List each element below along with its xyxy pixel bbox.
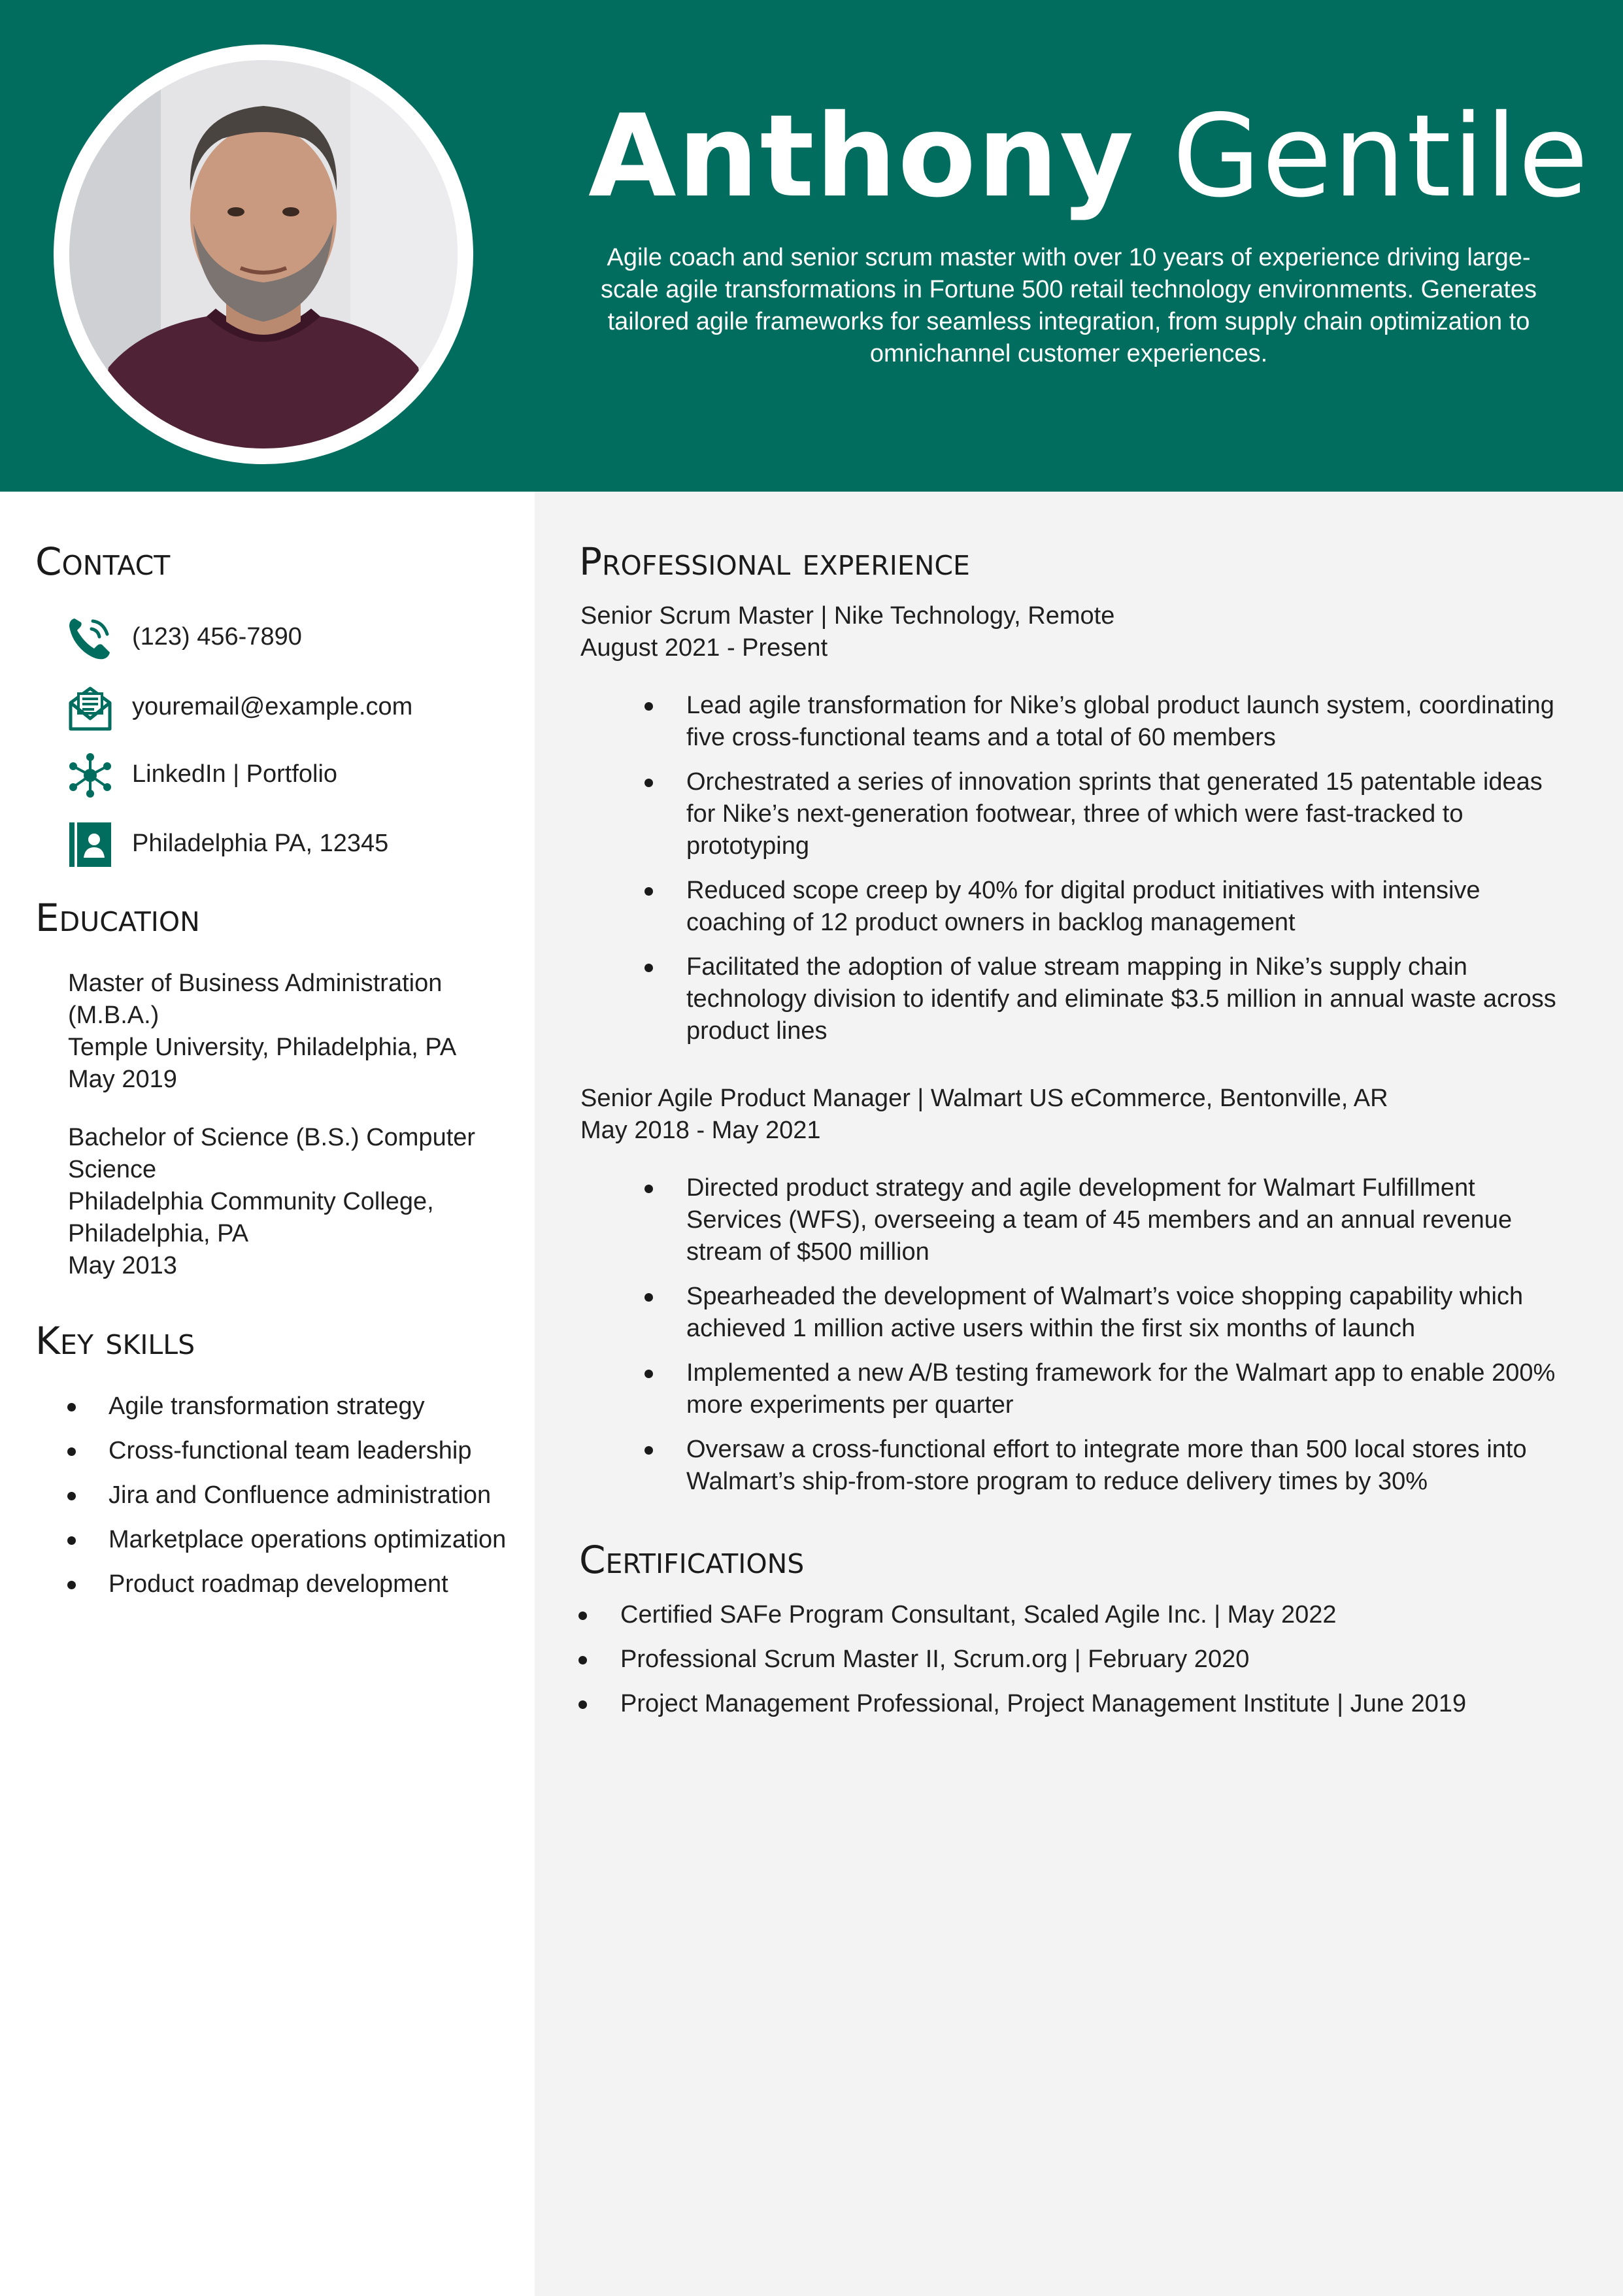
- profile-links: LinkedIn | Portfolio: [132, 760, 338, 788]
- network-icon: [65, 751, 115, 800]
- address-card-icon: [65, 820, 115, 869]
- education-degree: Master of Business Administration (M.B.A.): [68, 970, 443, 1029]
- job-dates: August 2021 - Present: [580, 634, 828, 662]
- list-item: Professional Scrum Master II, Scrum.org | February 2020: [578, 1644, 1585, 1676]
- list-item: Agile transformation strategy: [65, 1391, 510, 1423]
- education-date: May 2013: [68, 1252, 177, 1279]
- skills-list: [65, 1391, 510, 1613]
- email-address: youremail@example.com: [132, 693, 413, 720]
- job-dates: May 2018 - May 2021: [580, 1117, 821, 1144]
- list-item: Reduced scope creep by 40% for digital product initiatives with intensive coaching of 12 product owners in backlog management: [644, 875, 1573, 939]
- address: Philadelphia PA, 12345: [132, 830, 389, 857]
- education-school: Temple University, Philadelphia, PA: [68, 1034, 457, 1061]
- contact-address: [65, 816, 523, 866]
- education-date: May 2019: [68, 1066, 177, 1093]
- list-item: Spearheaded the development of Walmart’s voice shopping capability which achieved 1 million active users within the first six months of launch: [644, 1281, 1573, 1345]
- list-item: Orchestrated a series of innovation sprints that generated 15 patentable ideas for Nike’s next-generation footwear, three of which were fast-tracked to prototyping: [644, 766, 1573, 862]
- list-item: Cross-functional team leadership: [65, 1435, 510, 1467]
- list-item: Facilitated the adoption of value stream mapping in Nike’s supply chain technology division to identify and eliminate $3.5 million in annual waste across product lines: [644, 951, 1573, 1047]
- list-item: Certified SAFe Program Consultant, Scaled Agile Inc. | May 2022: [578, 1599, 1585, 1631]
- list-item: Jira and Confluence administration: [65, 1479, 510, 1511]
- first-name: Anthony: [588, 90, 1135, 223]
- list-item: Implemented a new A/B testing framework for the Walmart app to enable 200% more experiments per quarter: [644, 1357, 1573, 1421]
- phone-icon: [65, 613, 115, 663]
- list-item: Oversaw a cross-functional effort to integrate more than 500 local stores into Walmart’s ship-from-store program to reduce delivery times by 30%: [644, 1434, 1573, 1498]
- profile-photo: [69, 60, 458, 448]
- education-school: Philadelphia Community College, Philadelphia, PA: [68, 1188, 434, 1247]
- job-title: Senior Agile Product Manager | Walmart US eCommerce, Bentonville, AR: [580, 1085, 1388, 1112]
- email-icon: [65, 683, 115, 733]
- phone-number: (123) 456-7890: [132, 623, 302, 650]
- list-item: Lead agile transformation for Nike’s global product launch system, coordinating five cross-functional teams and a total of 60 members: [644, 690, 1573, 754]
- certifications-list: [578, 1599, 1585, 1732]
- contact-email: [65, 679, 523, 729]
- summary-text: Agile coach and senior scrum master with over 10 years of experience driving large-scale agile transformations in Fortune 500 retail technology environments. Generates tailored agile frameworks for seamless integration, from supply chain optimization to omnichannel customer experiences.: [600, 244, 1537, 367]
- list-item: Project Management Professional, Project Management Institute | June 2019: [578, 1688, 1585, 1720]
- education-degree: Bachelor of Science (B.S.) Computer Science: [68, 1124, 476, 1183]
- education-entry-2: [68, 1122, 512, 1282]
- job-1-bullets: [644, 690, 1573, 1060]
- job-2-bullets: [644, 1172, 1573, 1510]
- job-title: Senior Scrum Master | Nike Technology, Remote: [580, 602, 1115, 630]
- candidate-name: [588, 90, 1590, 223]
- list-item: Product roadmap development: [65, 1568, 510, 1600]
- last-name: Gentile: [1172, 90, 1590, 223]
- header-banner: [0, 0, 1623, 492]
- contact-links: [65, 747, 523, 796]
- job-header-2: [580, 1083, 1587, 1147]
- skills-title: Key skills: [35, 1319, 195, 1363]
- list-item: Marketplace operations optimization: [65, 1524, 510, 1556]
- list-item: Directed product strategy and agile development for Walmart Fulfillment Services (WFS), overseeing a team of 45 members and an annual revenue stream of $500 million: [644, 1172, 1573, 1268]
- education-title: Education: [35, 896, 200, 940]
- contact-phone: [65, 609, 523, 659]
- job-header-1: [580, 600, 1587, 664]
- contact-title: Contact: [35, 539, 171, 584]
- certifications-title: Certifications: [579, 1538, 805, 1582]
- experience-title: Professional experience: [579, 539, 970, 584]
- education-entry-1: [68, 968, 512, 1096]
